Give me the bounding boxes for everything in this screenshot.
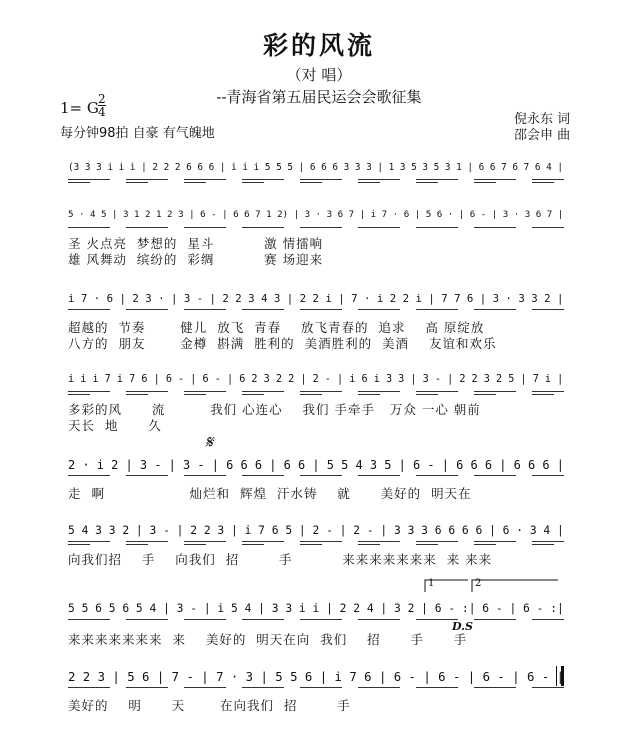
notes-line-2: 5 · 4 5 | 3 1 2 1 2 3 | 6 - | 6 6 7 1 2) | 3 · 3 6 7 | i 7 · 6 | 5 6 · | 6 - | 3 · 3 6 7 | — [68, 210, 564, 220]
subtitle: （对 唱） — [286, 66, 352, 84]
lyrics-line-4a: 多彩的风 流 我们 心连心 我们 手牵手 万众 一心 朝前 — [68, 402, 481, 417]
notes-line-4: i i i 7 i 7 6 | 6 - | 6 - | 6 2 3 2 2 | 2 - | i 6 i 3 3 | 3 - | 2 2 3 2 5 | 7 i | — [68, 374, 564, 385]
lyrics-line-3b: 八方的 朋友 金樽 斟满 胜利的 美酒胜利的 美酒 友谊和欢乐 — [68, 336, 497, 351]
final-barline — [556, 666, 564, 686]
notes-line-1: (3 3 3 i i i | 2 2 2 6 6 6 | i i i 5 5 5 | 6 6 6 3 3 3 | 1 3 5 3 5 3 1 | 6 6 7 6 7 6 4 | — [68, 162, 564, 173]
notes-line-7: 5 5 6 5 6 5 4 | 3 - | i 5 4 | 3 3 i i | 2 2 4 | 3 2 | 6 - :| 6 - | 6 - :| — [68, 602, 564, 615]
collection-note: --青海省第五届民运会会歌征集 — [216, 88, 422, 106]
volta-1: 1 — [428, 578, 435, 589]
key-signature: 1= G — [60, 99, 99, 117]
notes-line-8: 2 2 3 | 5 6 | 7 - | 7 · 3 | 5 5 6 | i 7 6 | 6 - | 6 - | 6 - | 6 - | — [68, 670, 565, 684]
lyrics-line-2a: 圣 火点亮 梦想的 星斗 激 情擂响 — [68, 236, 324, 251]
notes-line-6: 5 4 3 3 2 | 3 - | 2 2 3 | i 7 6 5 | 2 - | 2 - | 3 3 3 6 6 6 6 | 6 · 3 4 | — [68, 524, 564, 537]
lyrics-line-2b: 雄 风舞动 缤纷的 彩绸 赛 场迎来 — [68, 252, 324, 267]
lyrics-line-7: 来来来来来来来 来 美好的 明天在向 我们 招 手 手 — [68, 632, 468, 647]
time-top: 2 — [98, 92, 106, 106]
lyrics-line-5: 走 啊 灿烂和 辉煌 汗水铸 就 美好的 明天在 — [68, 486, 472, 501]
notes-line-5: 2 · i 2 | 3 - | 3 - | 6 6 6 | 6 6 | 5 5 4 3 5 | 6 - | 6 6 6 | 6 6 6 | — [68, 458, 564, 472]
volta-2: 2 — [475, 578, 482, 589]
ds-mark: D.S — [452, 620, 473, 633]
segno-mark: 𝄋 — [205, 432, 213, 453]
score-line-8 — [68, 670, 564, 684]
lyrics-line-3a: 超越的 节奏 健儿 放飞 青春 放飞青春的 追求 高 原绽放 — [68, 320, 485, 335]
lyrics-line-6: 向我们招 手 向我们 招 手 来来来来来来来 来 来来 — [68, 552, 493, 567]
lyrics-line-4b: 天长 地 久 — [68, 418, 162, 433]
score-line-7 — [68, 602, 564, 616]
composer-credit: 邵会申 曲 — [514, 128, 571, 143]
lyricist-credit: 倪永东 词 — [514, 112, 571, 127]
notes-line-3: i 7 · 6 | 2 3 · | 3 - | 2 2 3 4 3 | 2 2 i | 7 · i 2 2 i | 7 7 6 | 3 · 3 3 2 | — [68, 292, 564, 305]
lyrics-line-8: 美好的 明 天 在向我们 招 手 — [68, 698, 351, 713]
song-title: 彩的风流 — [262, 31, 375, 60]
time-bottom: 4 — [98, 105, 106, 119]
tempo-marking: 每分钟98拍 自豪 有气魄地 — [60, 126, 215, 141]
